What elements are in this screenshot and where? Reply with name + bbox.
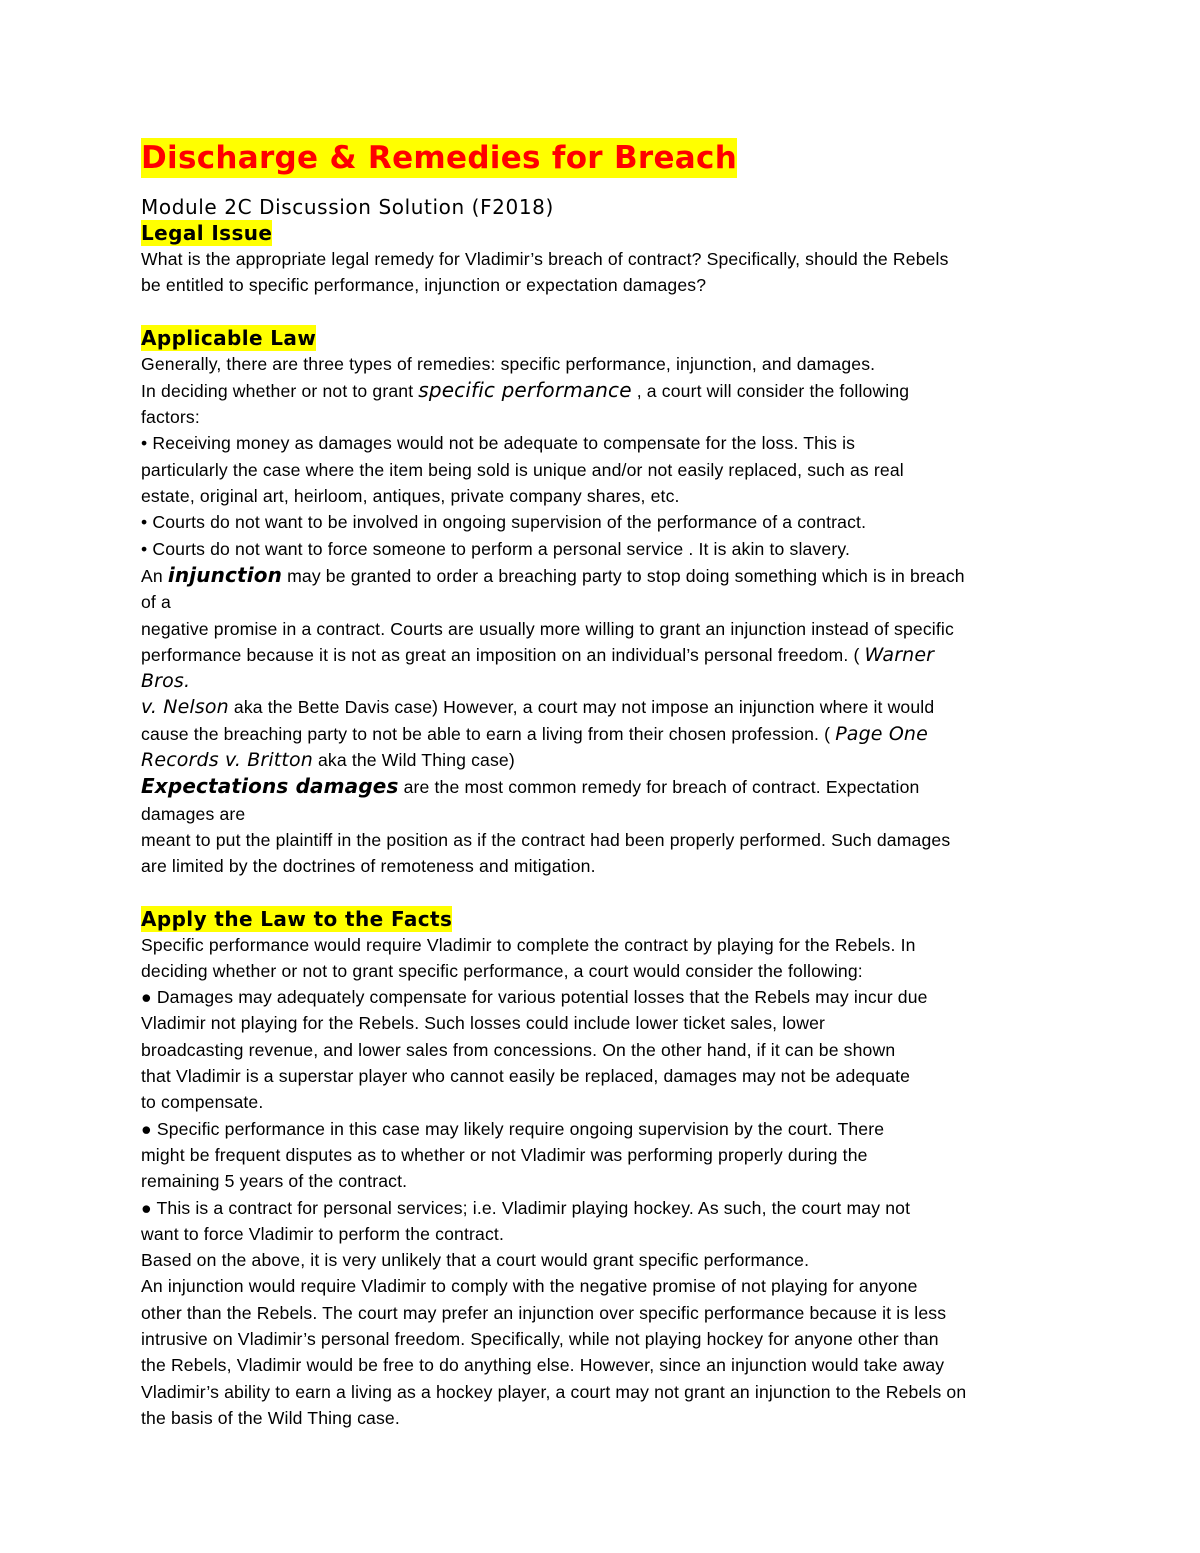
injunction-line [141, 562, 1061, 589]
injunction-line: of a [141, 592, 171, 613]
specific-performance-term: specific performance [418, 377, 632, 402]
bullet-line: particularly the case where the item being sold is unique and/or not easily replaced, such as real [141, 459, 904, 480]
legal-issue-line: be entitled to specific performance, injunction or expectation damages? [141, 275, 707, 296]
applicable-law-heading: Applicable Law [141, 325, 317, 350]
document-title: Discharge & Remedies for Breach [141, 140, 738, 176]
injunction-line [141, 694, 1061, 720]
text-run: In deciding whether or not to grant [141, 380, 419, 401]
expectation-damages-term: Expectations damages [141, 774, 399, 799]
apply-law-section [141, 906, 1061, 1432]
apply-law-line: might be frequent disputes as to whether or not Vladimir was performing properly during the [141, 1144, 868, 1165]
apply-law-line: Vladimir not playing for the Rebels. Such losses could include lower ticket sales, lower [141, 1013, 826, 1034]
injunction-line [141, 721, 1061, 747]
bullet-line: estate, original art, heirloom, antiques, private company shares, etc. [141, 486, 680, 507]
text-run: An [141, 565, 168, 586]
apply-law-line: Vladimir’s ability to earn a living as a hockey player, a court may not grant an injunction to the Rebels on [141, 1381, 967, 1402]
applicable-law-line [141, 377, 1061, 404]
expectation-line: meant to put the plaintiff in the position as if the contract had been properly performed. Such damages [141, 829, 951, 850]
applicable-law-section [141, 325, 1061, 880]
text-run: aka the Wild Thing case) [312, 750, 515, 771]
apply-law-line: deciding whether or not to grant specific performance, a court would consider the following: [141, 960, 863, 981]
apply-law-line: Based on the above, it is very unlikely that a court would grant specific performance. [141, 1250, 810, 1271]
expectation-line: damages are [141, 803, 246, 824]
injunction-line [141, 747, 1061, 773]
text-run: , a court will consider the following [631, 380, 910, 401]
apply-law-line: to compensate. [141, 1092, 264, 1113]
applicable-law-line: factors: [141, 407, 200, 428]
apply-law-line: ● Specific performance in this case may likely require ongoing supervision by the court. There [141, 1118, 885, 1139]
text-run: aka the Bette Davis case) However, a court may not impose an injunction where it would [228, 697, 935, 718]
case-citation: Records v. Britton [141, 749, 313, 772]
text-run: performance because it is not as great an imposition on an individual’s personal freedom. ( [141, 644, 865, 665]
bullet-line: • Courts do not want to force someone to perform a personal service . It is akin to slavery. [141, 538, 851, 559]
legal-issue-heading: Legal Issue [141, 221, 273, 245]
legal-issue-line: What is the appropriate legal remedy for Vladimir’s breach of contract? Specifically, should the Rebels [141, 249, 949, 269]
apply-law-line: broadcasting revenue, and lower sales from concessions. On the other hand, if it can be shown [141, 1039, 896, 1060]
text-run: may be granted to order a breaching party to stop doing something which is in breach [282, 565, 965, 586]
apply-law-line: that Vladimir is a superstar player who cannot easily be replaced, damages may not be adequate [141, 1066, 911, 1087]
document-subtitle: Module 2C Discussion Solution (F2018) [141, 195, 554, 219]
applicable-law-line: Generally, there are three types of remedies: specific performance, injunction, and damages. [141, 353, 876, 374]
apply-law-line: remaining 5 years of the contract. [141, 1171, 408, 1192]
apply-law-line: Specific performance would require Vladimir to complete the contract by playing for the Rebels. In [141, 934, 916, 955]
legal-issue-section [141, 220, 1061, 299]
case-citation: Page One [835, 722, 928, 745]
case-citation: v. Nelson [141, 696, 229, 719]
text-run: are the most common remedy for breach of contract. Expectation [398, 777, 920, 798]
apply-law-line: ● This is a contract for personal services; i.e. Vladimir playing hockey. As such, the court may not [141, 1197, 911, 1218]
injunction-term: injunction [167, 562, 283, 587]
injunction-line [141, 668, 1061, 694]
injunction-line [141, 642, 1061, 668]
apply-law-line: the Rebels, Vladimir would be free to do anything else. However, since an injunction would take away [141, 1355, 945, 1376]
case-citation: Bros. [141, 670, 191, 693]
apply-law-heading: Apply the Law to the Facts [141, 906, 453, 931]
document-content [141, 138, 1061, 1431]
expectation-line: are limited by the doctrines of remoteness and mitigation. [141, 856, 596, 877]
apply-law-line: other than the Rebels. The court may prefer an injunction over specific performance because it is less [141, 1302, 947, 1323]
text-run: cause the breaching party to not be able to earn a living from their chosen profession. ( [141, 723, 836, 744]
apply-law-line: intrusive on Vladimir’s personal freedom. Specifically, while not playing hockey for anyone other than [141, 1328, 939, 1349]
case-citation: Warner [864, 643, 935, 666]
expectation-line [141, 773, 1061, 800]
bullet-line: • Courts do not want to be involved in ongoing supervision of the performance of a contract. [141, 512, 867, 533]
apply-law-line: the basis of the Wild Thing case. [141, 1407, 400, 1428]
bullet-line: • Receiving money as damages would not be adequate to compensate for the loss. This is [141, 433, 856, 454]
injunction-line: negative promise in a contract. Courts are usually more willing to grant an injunction instead of specific [141, 618, 954, 639]
apply-law-line: An injunction would require Vladimir to comply with the negative promise of not playing for anyone [141, 1276, 918, 1297]
apply-law-line: ● Damages may adequately compensate for various potential losses that the Rebels may incur due [141, 987, 928, 1008]
apply-law-line: want to force Vladimir to perform the contract. [141, 1223, 504, 1244]
